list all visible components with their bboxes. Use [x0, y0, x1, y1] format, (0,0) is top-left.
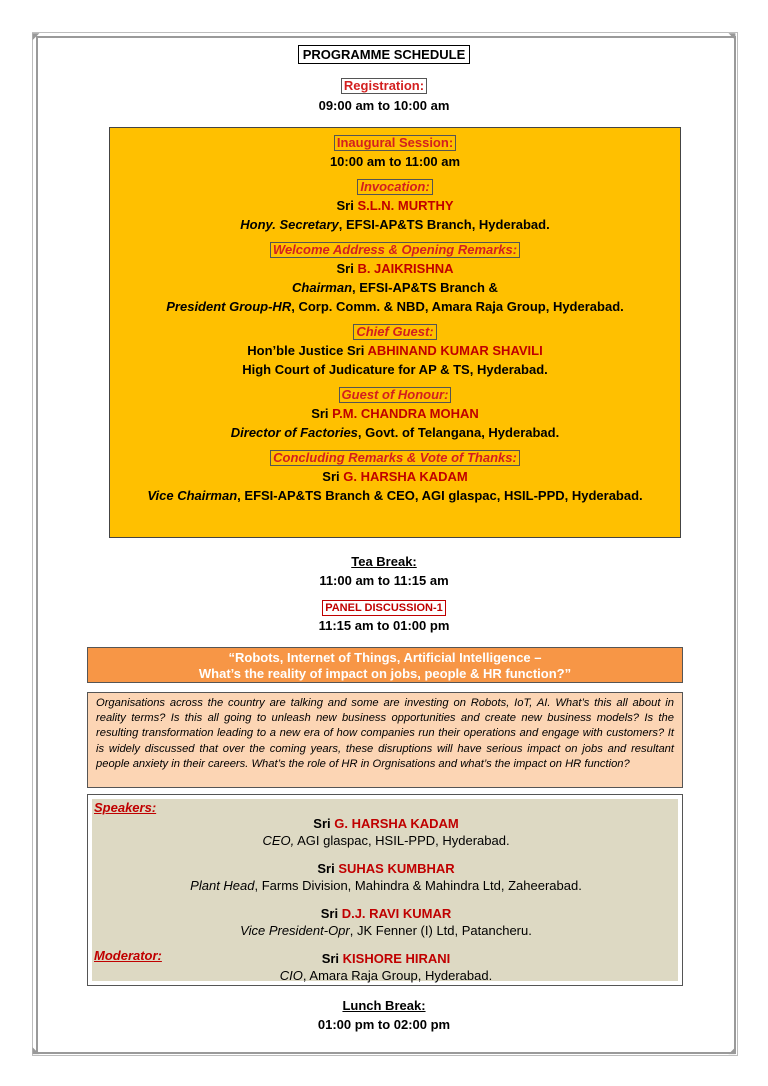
tea-break-label: Tea Break: [351, 554, 417, 569]
inaugural-item-label-wrap [110, 385, 680, 404]
inaugural-session-box [109, 127, 681, 538]
registration-section [0, 76, 768, 115]
designation-line [110, 278, 680, 297]
speaker-name-line [88, 815, 684, 832]
speaker-name-line [88, 905, 684, 922]
inaugural-item-name-line [110, 259, 680, 278]
designation-title: Vice Chairman [147, 488, 238, 503]
speaker-name: KISHORE HIRANI [342, 951, 451, 966]
designation-org: AGI glaspac, HSIL-PPD, Hyderabad. [294, 833, 510, 848]
inaugural-item-label: Concluding Remarks & Vote of Thanks: [270, 450, 520, 466]
panel-section [0, 598, 768, 635]
tea-break-time: 11:00 am to 11:15 am [319, 573, 449, 588]
speaker-entry [88, 860, 684, 894]
designation-org: , Govt. of Telangana, Hyderabad. [357, 425, 560, 440]
speaker-designation [88, 832, 684, 849]
designation-title: CEO, [262, 833, 295, 848]
inaugural-item-label-wrap [110, 240, 680, 259]
moderator-entry [88, 950, 684, 984]
person-name: B. JAIKRISHNA [357, 261, 454, 276]
designation-line [110, 215, 680, 234]
corner-ornament-tr: ◥ [728, 31, 736, 41]
person-name: S.L.N. MURTHY [357, 198, 454, 213]
designation-title: Plant Head [190, 878, 255, 893]
speaker-designation [88, 877, 684, 894]
speaker-designation [88, 922, 684, 939]
corner-ornament-bl: ◣ [32, 1045, 40, 1055]
person-name: P.M. CHANDRA MOHAN [332, 406, 479, 421]
designation-org: , Farms Division, Mahindra & Mahindra Ltd, Zaheerabad. [254, 878, 582, 893]
person-name: G. HARSHA KADAM [343, 469, 468, 484]
inaugural-label: Inaugural Session: [334, 135, 456, 151]
inaugural-item-label: Invocation: [357, 179, 432, 195]
speaker-name-line [88, 860, 684, 877]
designation-title: Chairman [292, 280, 353, 295]
speaker-name: G. HARSHA KADAM [334, 816, 459, 831]
inaugural-item-label-wrap [110, 177, 680, 196]
designation-org: High Court of Judicature for AP & TS, Hyderabad. [242, 362, 548, 377]
speakers-heading: Speakers: [94, 800, 157, 815]
designation-title: Director of Factories [230, 425, 358, 440]
person-name: ABHINAND KUMAR SHAVILI [367, 343, 543, 358]
inaugural-item-label: Guest of Honour: [339, 387, 452, 403]
designation-org: , EFSI-AP&TS Branch, Hyderabad. [338, 217, 550, 232]
lunch-break-label: Lunch Break: [342, 998, 426, 1013]
panel-description: Organisations across the country are talking and some are investing on Robots, IoT, AI. What’s this all about in reality terms? Is this all going to unleash new business opportunities and create new business models? Is the resulting transformation leading to a new era of how companies run their operations and engage with customers? It is widely discussed that over the coming years, these disruptions will have serious impact on jobs and resultant people anxiety in their careers. What’s the role of HR in Orgnisations and what’s the impact on HR function? [87, 692, 683, 788]
inaugural-item-name-line [110, 196, 680, 215]
inaugural-item [110, 448, 680, 505]
inaugural-item-label-wrap [110, 322, 680, 341]
registration-label: Registration: [341, 78, 427, 94]
inaugural-item-label: Welcome Address & Opening Remarks: [270, 242, 520, 258]
name-prefix: Sri [313, 816, 335, 831]
speaker-name: SUHAS KUMBHAR [338, 861, 455, 876]
page-title: PROGRAMME SCHEDULE [298, 45, 471, 64]
designation-org: , JK Fenner (I) Ltd, Patancheru. [349, 923, 532, 938]
inaugural-item [110, 240, 680, 316]
inaugural-item-name-line [110, 404, 680, 423]
lunch-break-section [0, 996, 768, 1034]
panel-time: 11:15 am to 01:00 pm [318, 618, 450, 633]
designation-line [110, 486, 680, 505]
designation-line [110, 423, 680, 442]
name-prefix: Sri [336, 261, 358, 276]
inaugural-time: 10:00 am to 11:00 am [329, 154, 461, 169]
lunch-break-time: 01:00 pm to 02:00 pm [317, 1017, 451, 1032]
speaker-name-line [88, 950, 684, 967]
designation-org: , Amara Raja Group, Hyderabad. [302, 968, 493, 983]
designation-line [110, 297, 680, 316]
name-prefix: Sri [321, 951, 343, 966]
name-prefix: Hon’ble Justice Sri [247, 343, 368, 358]
designation-title: CIO [279, 968, 303, 983]
designation-title: Vice President-Opr [240, 923, 350, 938]
designation-line [110, 360, 680, 379]
corner-ornament-tl: ◤ [32, 31, 40, 41]
corner-ornament-br: ◢ [728, 1045, 736, 1055]
name-prefix: Sri [336, 198, 358, 213]
speaker-entry [88, 815, 684, 849]
name-prefix: Sri [322, 469, 344, 484]
registration-time: 09:00 am to 10:00 am [318, 98, 450, 113]
inaugural-item-label-wrap [110, 448, 680, 467]
inaugural-item-name-line [110, 467, 680, 486]
topic-line-1: “Robots, Internet of Things, Artificial Intelligence – [228, 650, 542, 665]
name-prefix: Sri [317, 861, 339, 876]
speaker-designation [88, 967, 684, 984]
speaker-entry [88, 905, 684, 939]
panel-topic-box [87, 647, 683, 683]
designation-org: , Corp. Comm. & NBD, Amara Raja Group, Hyderabad. [291, 299, 624, 314]
designation-title: President Group-HR [166, 299, 292, 314]
inaugural-item [110, 177, 680, 234]
designation-org: , EFSI-AP&TS Branch & [352, 280, 498, 295]
inaugural-item-name-line [110, 341, 680, 360]
name-prefix: Sri [320, 906, 342, 921]
name-prefix: Sri [311, 406, 333, 421]
designation-title: Hony. Secretary [240, 217, 339, 232]
inaugural-item [110, 385, 680, 442]
inaugural-item-label: Chief Guest: [353, 324, 436, 340]
speaker-name: D.J. RAVI KUMAR [341, 906, 452, 921]
speakers-box [87, 794, 683, 986]
panel-label: PANEL DISCUSSION-1 [322, 600, 446, 616]
inaugural-item [110, 322, 680, 379]
moderator-heading: Moderator: [94, 948, 162, 963]
designation-org: , EFSI-AP&TS Branch & CEO, AGI glaspac, HSIL-PPD, Hyderabad. [237, 488, 643, 503]
tea-break-section [0, 552, 768, 590]
topic-line-2: What’s the reality of impact on jobs, people & HR function?” [198, 666, 572, 681]
